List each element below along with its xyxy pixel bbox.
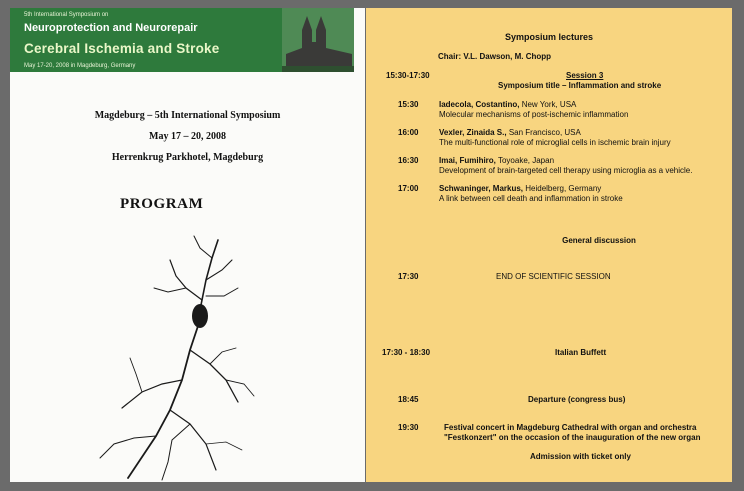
cathedral-illustration — [282, 8, 354, 72]
session-time: 15:30-17:30 — [386, 71, 430, 80]
concert-time: 19:30 — [398, 423, 419, 432]
talk-title: The multi-functional role of microglial cells in ischemic brain injury — [439, 138, 671, 147]
cover-title — [10, 110, 365, 121]
departure-label: Departure (congress bus) — [528, 395, 626, 404]
general-discussion: General discussion — [562, 236, 636, 245]
banner-dates-location: May 17-20, 2008 in Magdeburg, Germany — [24, 63, 136, 69]
talk-speaker: Schwaninger, Markus, — [439, 184, 524, 193]
program-heading: PROGRAM — [120, 196, 204, 212]
talk-speaker: Iadecola, Costantino, — [439, 100, 520, 109]
banner-title-line2: Cerebral Ischemia and Stroke — [24, 41, 220, 56]
admission-note: Admission with ticket only — [530, 452, 631, 461]
end-session-label: END OF SCIENTIFIC SESSION — [496, 272, 611, 281]
session-chair: Chair: V.L. Dawson, M. Chopp — [438, 52, 552, 61]
talk-title: Molecular mechanisms of post-ischemic inflammation — [439, 110, 629, 119]
talk-speaker: Imai, Fumihiro, — [439, 156, 496, 165]
talk-time: 16:00 — [398, 128, 419, 137]
buffet-label: Italian Buffett — [555, 348, 607, 357]
talk-speaker-line — [439, 156, 554, 165]
talk-title: Development of brain-targeted cell therapy using microglia as a vehicle. — [439, 166, 693, 175]
session-title: Symposium title – Inflammation and stroke — [498, 81, 662, 90]
end-session-time: 17:30 — [398, 272, 419, 281]
buffet-time: 17:30 - 18:30 — [382, 348, 431, 357]
talk-location: Heidelberg, Germany — [523, 184, 602, 193]
talk-speaker-line — [439, 184, 601, 193]
talk-time: 17:00 — [398, 184, 419, 193]
session-label: Session 3 — [566, 71, 604, 80]
talk-speaker: Vexler, Zinaida S., — [439, 128, 507, 137]
talk-location: San Francisco, USA — [506, 128, 581, 137]
talk-time: 15:30 — [398, 100, 419, 109]
talk-location: Toyoake, Japan — [495, 156, 555, 165]
concert-line2: "Festkonzert" on the occasion of the inauguration of the new organ — [444, 433, 701, 442]
cover-dates: May 17 – 20, 2008 — [149, 131, 226, 142]
cover-venue: Herrenkrug Parkhotel, Magdeburg — [111, 152, 264, 163]
talk-time: 16:30 — [398, 156, 419, 165]
talk-location: New York, USA — [519, 100, 577, 109]
concert-line1: Festival concert in Magdeburg Cathedral with organ and orchestra — [444, 423, 697, 432]
talk-speaker-line — [439, 128, 581, 137]
symposium-banner — [10, 8, 354, 72]
neuron-illustration — [90, 230, 260, 482]
banner-symposium-number: 5th International Symposium on — [24, 12, 109, 18]
cover-title-text: Magdeburg – 5th International Symposium — [94, 110, 281, 121]
banner-title-line1: Neuroprotection and Neurorepair — [24, 22, 198, 34]
talk-title: A link between cell death and inflammation in stroke — [439, 194, 623, 203]
schedule-heading: Symposium lectures — [504, 32, 594, 42]
talk-speaker-line — [439, 100, 576, 109]
departure-time: 18:45 — [398, 395, 419, 404]
